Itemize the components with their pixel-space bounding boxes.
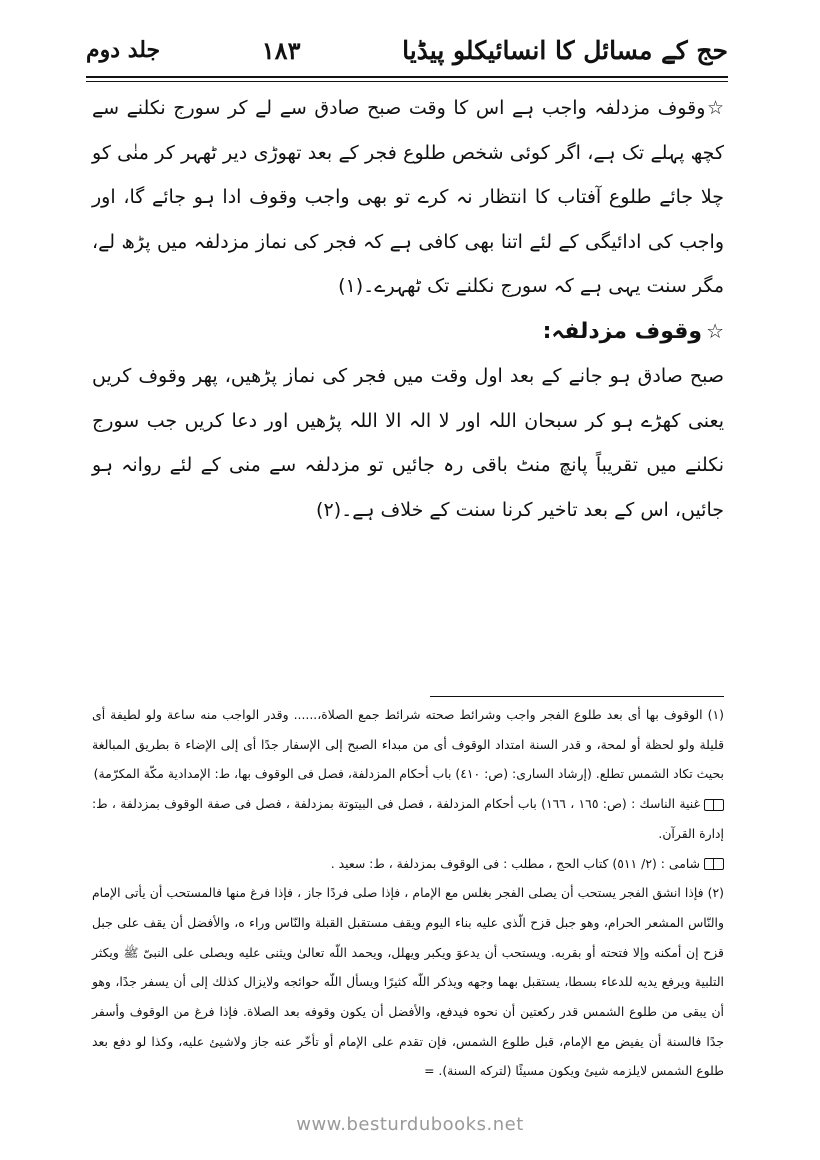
footnote-1-ref-2-text: غنية الناسك : (ص: ١٦٥ ، ١٦٦) باب أحكام المزدلفة ، فصل فى البيتوتة بمزدلفة ، فصل فى صفة الوقوف بمزدلفة ، ط: إدارة القرآن.	[92, 796, 724, 841]
footnote-1-ref-3-text: شامى : (٢/ ٥١١) كتاب الحج ، مطلب : فى الوقوف بمزدلفة ، ط: سعيد .	[330, 855, 700, 871]
book-title: حج کے مسائل کا انسائیکلو پیڈیا	[402, 35, 728, 65]
book-icon	[704, 799, 724, 811]
star-icon: ☆	[706, 318, 724, 343]
book-icon	[704, 858, 724, 870]
volume-label: جلد دوم	[86, 37, 161, 63]
footnote-1-ref-3	[92, 849, 724, 879]
footnote-2: (٢) فإذا انشق الفجر يستحب أن يصلى الفجر بغلس مع الإمام ، فإذا صلى فردًا جاز ، فإذا فرغ منها فالمستحب أن يأتى الإمام والنّاس المشعر الحرام، وهو جبل قزح الّذى عليه بناء اليوم ويقف مستقبل القبلة والنّاس وراء ه، والأفضل أن يقف على جبل قزح إن أمكنه وإلا فتحته أو بقربه. ويستحب أن يدعوَ ويكبر ويهلل، ويحمد اللّه تعالىٰ ويثنى عليه ويصلى على النبىّ ﷺ ويكثر التلبية ويرفع يديه للدعاء بسطا، يستقبل بهما وجهه ويذكر اللّه كثيرًا ويسأل اللّه حوائجه ولايزال كذلك إلى أن يسفر جدًا، وهو أن يبقى من طلوع الشمس قدر ركعتين أن نحوه فيدفع، والأفضل أن يكون وقوفه بعد الصلاة. فإذا فرغ من الوقوف وأسفر جدًا فالسنة أن يفيض مع الإمام، قبل طلوع الشمس، فإن تقدم على الإمام أو تأخّر عنه جاز ولاشيئ عليه، وكذا لو دفع بعد طلوع الشمس لايلزمه شيئ ويكون مسيئًا (لتركه السنة). =	[92, 885, 724, 1079]
page-header	[86, 28, 728, 72]
header-divider	[86, 76, 728, 82]
footnote-divider	[430, 696, 724, 697]
footnote-1: (١) الوقوف بها أى بعد طلوع الفجر واجب وشرائط صحته شرائط جمع الصلاة،...... وقدر الواجب منه ساعة ولو لطيفة أى قليلة ولو لحظة أو لمحة، و قدر السنة امتداد الوقوف أى من مبداء الصبح إلى الإسفار جدًا أى إلى الإضاء ة بطريق المبالغة بحيث تكاد الشمس تطلع. (إرشاد السارى: (ص: ٤١٠) باب أحكام المزدلفة، فصل فى الوقوف بها، ط: الإمدادية مكّة المكرّمة)	[92, 707, 724, 782]
section-heading	[92, 309, 724, 355]
footnote-1-ref-2	[92, 789, 724, 848]
paragraph-waqoof-wajib: ☆وقوف مزدلفہ واجب ہے اس کا وقت صبح صادق سے لے کر سورج نکلنے سے کچھ پہلے تک ہے، اگر کوئی شخص طلوع فجر کے بعد تھوڑی دیر ٹھہر کر منٰی کو چلا جائے طلوع آفتاب کا انتظار نہ کرے تو بھی واجب وقوف ادا ہو جائے گا، اور واجب کی ادائیگی کے لئے اتنا بھی کافی ہے کہ فجر کی نماز مزدلفہ میں پڑھ لے، مگر سنت یہی ہے کہ سورج نکلنے تک ٹھہرے۔(۱)	[92, 97, 724, 297]
page-number: ۱۸۳	[261, 35, 301, 65]
paragraph-waqoof-method: صبح صادق ہو جانے کے بعد اول وقت میں فجر کی نماز پڑھیں، پھر وقوف کریں یعنی کھڑے ہو کر سبحان اللہ اور لا الہ الا اللہ پڑھیں اور دعا کریں جب سورج نکلنے میں تقریباً پانچ منٹ باقی رہ جائیں تو مزدلفہ سے منی کے لئے روانہ ہو جائیں، اس کے بعد تاخیر کرنا سنت کے خلاف ہے۔(۲)	[92, 365, 724, 521]
watermark-url: www.besturdubooks.net	[296, 1114, 524, 1135]
main-text	[92, 86, 724, 532]
footnotes	[92, 700, 724, 1086]
section-heading-text: وقوف مزدلفہ:	[542, 318, 703, 344]
